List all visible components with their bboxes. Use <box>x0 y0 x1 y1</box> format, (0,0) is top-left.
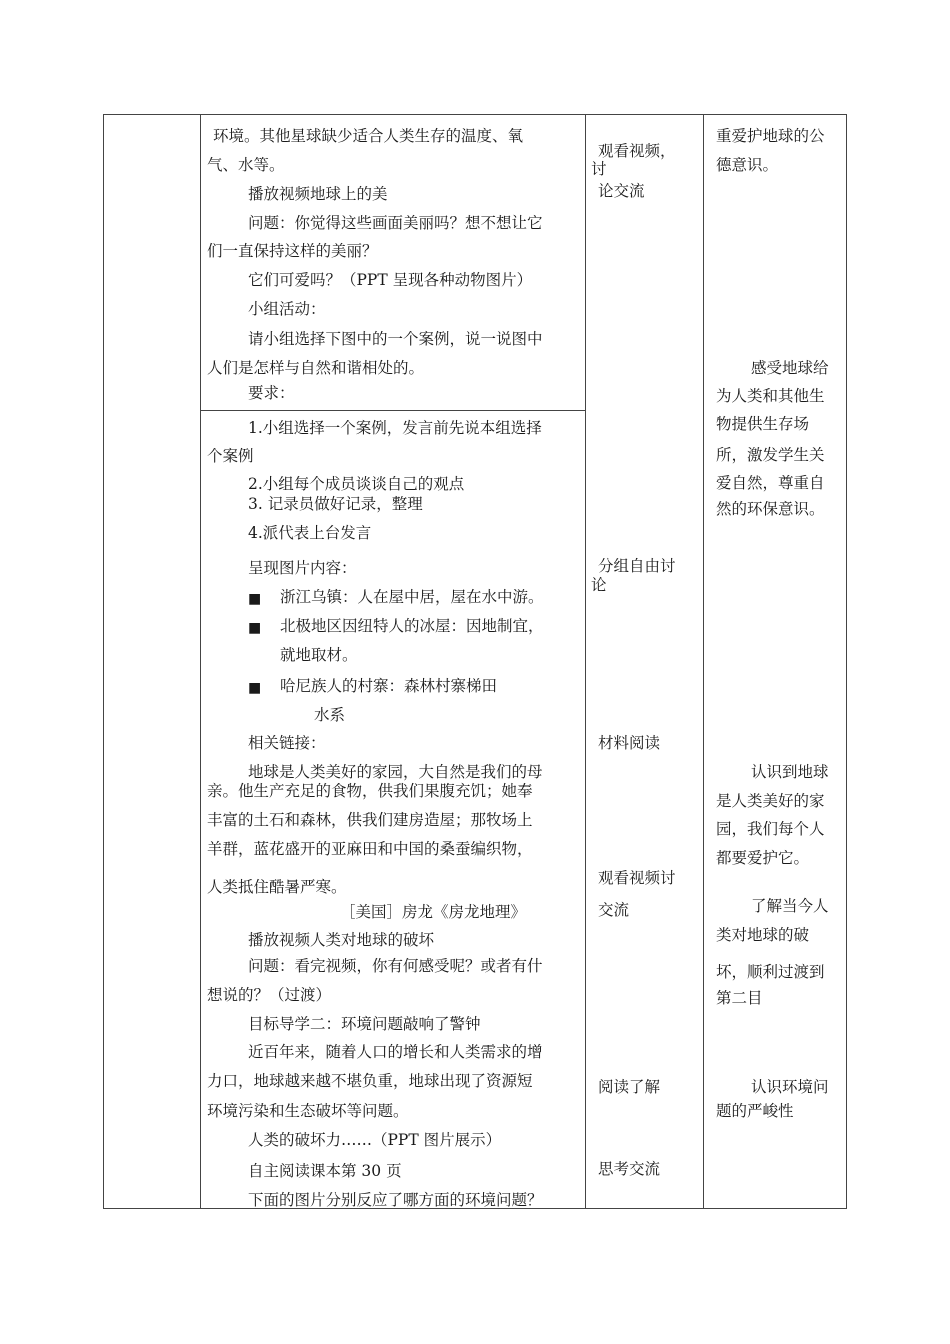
intent-line: 感受地球给 <box>751 359 829 377</box>
activity-line: 阅读了解 <box>598 1078 661 1096</box>
intent-line: 坏，顺利过渡到 <box>716 963 825 981</box>
content-line: 们一直保持这样的美丽？ <box>207 242 378 260</box>
content-line: 小组活动： <box>248 300 326 318</box>
content-line: 要求： <box>248 384 295 402</box>
bullet-icon: ■ <box>248 591 262 607</box>
content-line: 自主阅读课本第 30 页 <box>248 1162 402 1180</box>
activity-line: 论 <box>591 576 607 594</box>
column-divider <box>200 115 201 1208</box>
content-line: 人类的破坏力……（PPT 图片展示） <box>248 1131 502 1149</box>
citation: ［美国］房龙《房龙地理》 <box>340 903 527 921</box>
content-line: 近百年来，随着人口的增长和人类需求的增 <box>248 1043 543 1061</box>
content-line: 它们可爱吗？（PPT 呈现各种动物图片） <box>248 271 533 289</box>
content-line: 浙江乌镇：人在屋中居，屋在水中游。 <box>280 588 544 606</box>
content-line: 个案例 <box>207 447 254 465</box>
intent-line: 所，激发学生关 <box>716 446 825 464</box>
intent-line: 重爱护地球的公 <box>716 127 825 145</box>
content-line: 播放视频地球上的美 <box>248 185 388 203</box>
intent-line: 都要爱护它。 <box>716 849 810 867</box>
intent-line: 物提供生存场 <box>716 415 810 433</box>
activity-line: 交流 <box>598 901 630 919</box>
section-heading: 目标导学二：环境问题敲响了警钟 <box>248 1015 481 1033</box>
activity-line: 观看视频讨 <box>598 869 676 887</box>
content-line: 羊群，蓝花盛开的亚麻田和中国的桑蚕编织物， <box>207 840 533 858</box>
content-line: 气、水等。 <box>207 156 285 174</box>
activity-line: 思考交流 <box>598 1160 661 1178</box>
intent-line: 是人类美好的家 <box>716 792 825 810</box>
intent-line: 园，我们每个人 <box>716 820 825 838</box>
intent-line: 类对地球的破 <box>716 926 810 944</box>
content-line: 4.派代表上台发言 <box>248 524 372 542</box>
content-line: 问题：你觉得这些画面美丽吗？想不想让它 <box>248 214 543 232</box>
content-line: 力口，地球越来越不堪负重，地球出现了资源短 <box>207 1072 533 1090</box>
content-line: 环境污染和生态破坏等问题。 <box>207 1102 409 1120</box>
content-line: 北极地区因纽特人的冰屋：因地制宜， <box>280 617 544 635</box>
content-line: 呈现图片内容： <box>248 559 357 577</box>
intent-line: 然的环保意识。 <box>716 500 825 518</box>
activity-line: 讨 <box>591 160 607 178</box>
row-divider <box>200 410 586 411</box>
content-line: 2.小组每个成员谈谈自己的观点 <box>248 475 465 493</box>
content-line: 请小组选择下图中的一个案例，说一说图中 <box>248 330 543 348</box>
intent-line: 德意识。 <box>716 156 779 174</box>
activity-line: 论交流 <box>598 182 645 200</box>
activity-line: 材料阅读 <box>598 734 661 752</box>
content-line: 亲。他生产充足的食物，供我们果腹充饥；她奉 <box>207 782 533 800</box>
column-divider <box>585 115 586 1208</box>
content-line: 哈尼族人的村寨：森林村寨梯田 <box>280 677 498 695</box>
column-divider <box>703 115 704 1208</box>
activity-line: 分组自由讨 <box>598 557 676 575</box>
intent-line: 了解当今人 <box>751 897 829 915</box>
intent-line: 认识环境问 <box>751 1078 829 1096</box>
content-line: 播放视频人类对地球的破坏 <box>248 931 435 949</box>
bullet-icon: ■ <box>248 620 262 636</box>
intent-line: 题的严峻性 <box>716 1102 794 1120</box>
content-line: 地球是人类美好的家园，大自然是我们的母 <box>248 763 543 781</box>
content-line: 问题：看完视频，你有何感受呢？或者有什 <box>248 957 543 975</box>
content-line: 人们是怎样与自然和谐相处的。 <box>207 359 425 377</box>
intent-line: 为人类和其他生 <box>716 387 825 405</box>
content-line: 丰富的土石和森林，供我们建房造屋；那牧场上 <box>207 811 533 829</box>
content-line: 下面的图片分别反应了哪方面的环境问题？ <box>248 1191 543 1209</box>
content-line: 3. 记录员做好记录，整理 <box>248 495 423 513</box>
content-line: 想说的？（过渡） <box>207 986 332 1004</box>
content-line: 环境。其他星球缺少适合人类生存的温度、氧 <box>213 127 524 145</box>
intent-line: 认识到地球 <box>751 763 829 781</box>
content-line: 水系 <box>314 706 346 724</box>
intent-line: 第二目 <box>716 989 763 1007</box>
intent-line: 爱自然，尊重自 <box>716 474 825 492</box>
content-line: 相关链接： <box>248 734 326 752</box>
content-line: 人类抵住酷暑严寒。 <box>207 878 347 896</box>
content-line: 1.小组选择一个案例，发言前先说本组选择 <box>248 419 542 437</box>
content-line: 就地取材。 <box>280 646 358 664</box>
bullet-icon: ■ <box>248 680 262 696</box>
activity-line: 观看视频， <box>598 142 676 160</box>
